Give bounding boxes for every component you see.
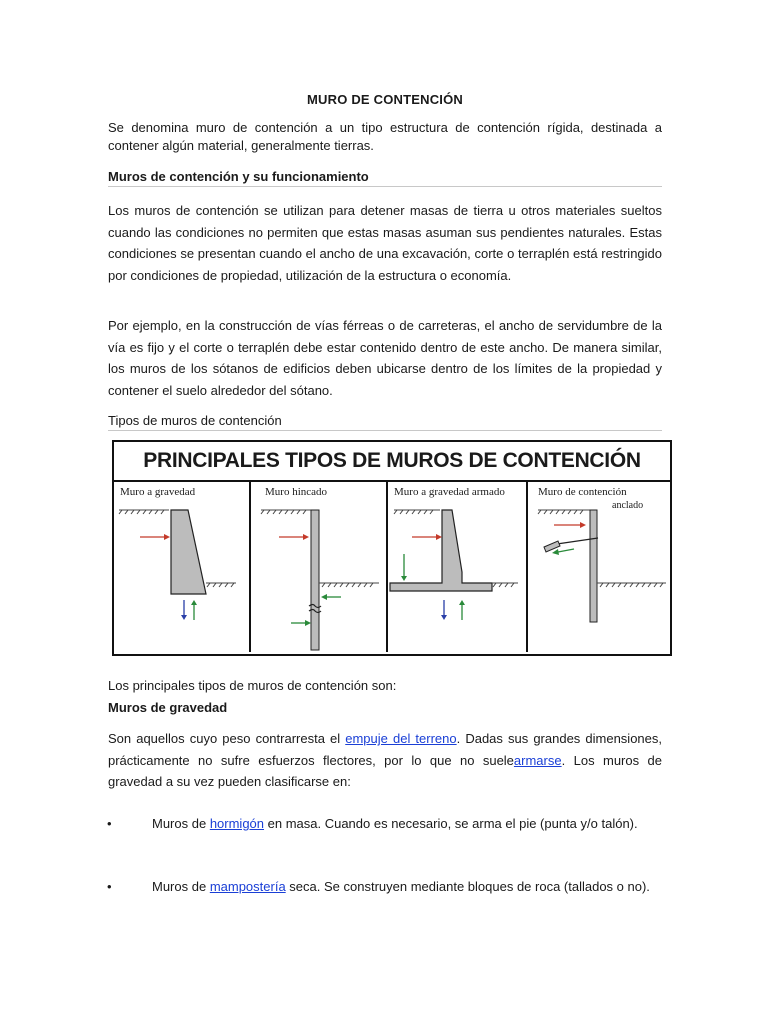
link-armarse[interactable]: armarse <box>513 752 562 768</box>
gravity-heading: Muros de gravedad <box>108 700 228 715</box>
anchored-wall-diagram <box>528 482 670 652</box>
gravity-text-a: Son aquellos cuyo peso contrarresta el <box>108 731 346 746</box>
link-mamposteria[interactable]: mampostería <box>209 879 286 894</box>
link-empuje-del-terreno[interactable]: empuje del terreno <box>345 731 457 746</box>
figure-title: PRINCIPALES TIPOS DE MUROS DE CONTENCIÓN <box>114 442 670 482</box>
link-hormigon[interactable]: hormigón <box>209 816 265 831</box>
gravity-text-b: . Dadas sus grandes dimensiones, prácticamente no sufre esfuerzos flectores, por lo que no suele <box>108 731 662 768</box>
gravity-paragraph <box>108 728 662 793</box>
panel-muro-gravedad-armado <box>388 482 528 652</box>
bullet-text <box>133 876 662 898</box>
bullet-pre: Muros de <box>152 816 210 831</box>
list-item-mamposteria <box>108 876 662 922</box>
gravity-wall-diagram <box>114 482 249 652</box>
panel-muro-hincado <box>251 482 388 652</box>
types-intro: Los principales tipos de muros de contención son: <box>108 678 397 693</box>
bullet-post: en masa. Cuando es necesario, se arma el pie (punta y/o talón). <box>264 816 638 831</box>
bullet-dot: • <box>107 816 112 831</box>
types-heading: Tipos de muros de contención <box>108 413 662 431</box>
panel-label: Muro hincado <box>265 486 328 498</box>
panel-label: Muro a gravedad armado <box>394 486 505 498</box>
bullet-dot: • <box>107 879 112 894</box>
bullet-pre: Muros de <box>152 879 210 894</box>
bullet-text <box>133 813 662 835</box>
reinforced-wall-diagram <box>388 482 526 652</box>
figure-retaining-wall-types <box>112 440 672 656</box>
panel-label-secondary: anclado <box>612 500 644 511</box>
document-title: MURO DE CONTENCIÓN <box>307 92 463 107</box>
panel-muro-gravedad <box>114 482 251 652</box>
bullet-post: seca. Se construyen mediante bloques de roca (tallados o no). <box>285 879 650 894</box>
driven-wall-diagram <box>251 482 386 652</box>
panel-label: Muro a gravedad <box>120 486 196 498</box>
paragraph-funcionamiento-2: Por ejemplo, en la construcción de vías férreas o de carreteras, el ancho de servidumbre de la vía es fijo y el corte o terraplén debe estar contenido dentro de este ancho. De manera similar, los muros de los sótanos de edificios deben ubicarse dentro de los límites de la propiedad y contener el suelo alrededor del sótano. <box>108 318 662 398</box>
section-heading-funcionamiento: Muros de contención y su funcionamiento <box>108 169 662 187</box>
intro-paragraph: Se denomina muro de contención a un tipo estructura de contención rígida, destinada a contener algún material, generalmente tierras. <box>108 120 662 153</box>
panel-muro-anclado <box>528 482 670 652</box>
paragraph-funcionamiento-1: Los muros de contención se utilizan para detener masas de tierra u otros materiales sueltos cuando las condiciones no permiten que estas masas asuman sus pendientes naturales. Estas condiciones se presentan cuando el ancho de una excavación, corte o terraplén está restringido por condiciones de propiedad, utilización de la estructura o economía. <box>108 203 662 283</box>
panel-label: Muro de contención <box>538 486 627 498</box>
list-item-hormigon <box>108 813 662 859</box>
gravity-text-c: . Los muros de gravedad a su vez pueden clasificarse en: <box>108 752 662 789</box>
